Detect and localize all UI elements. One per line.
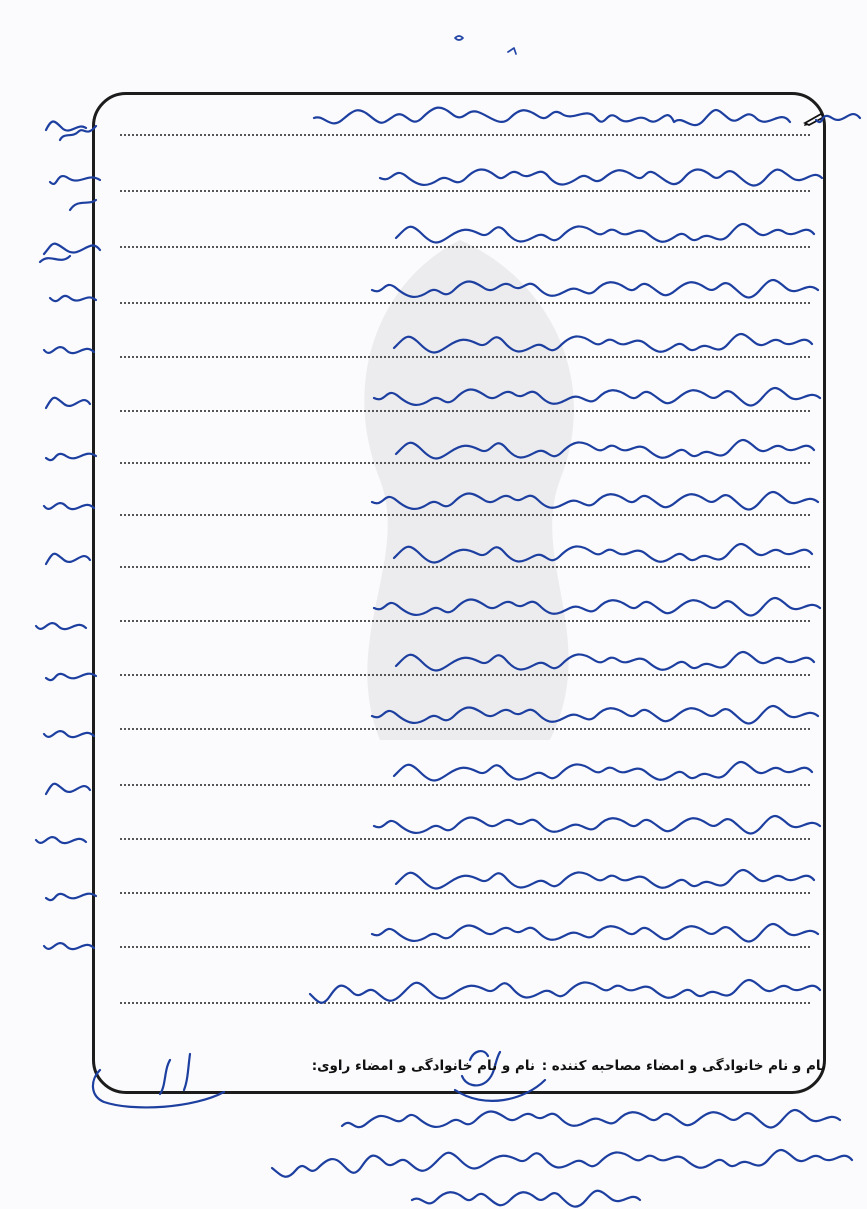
handwritten-line-5: [44, 334, 812, 353]
handwritten-bottom-line-1: [342, 1110, 840, 1128]
handwritten-line-2: [50, 170, 822, 211]
handwritten-line-13: [46, 762, 812, 794]
handwritten-line-11: [46, 652, 814, 680]
interviewer-signature-label: نام و نام خانوادگی و امضاء مصاحبه کننده :: [541, 1058, 826, 1074]
handwritten-line-6: [46, 388, 820, 408]
narrator-signature-label: نام و نام خانوادگی و امضاء راوی:: [311, 1058, 535, 1074]
handwritten-line-9: [46, 544, 812, 564]
handwritten-line-10: [36, 598, 820, 629]
signature-footer: [140, 1052, 830, 1086]
handwritten-line-16: [44, 924, 818, 949]
stray-mark: [508, 48, 516, 54]
handwritten-line-1: [46, 108, 860, 140]
handwritten-line-7: [46, 440, 814, 460]
handwritten-bottom-line-2: [272, 1150, 852, 1177]
handwritten-line-3: [40, 224, 814, 262]
handwritten-line-8: [44, 492, 818, 510]
handwritten-line-14: [36, 816, 820, 843]
handwritten-line-12: [44, 706, 818, 737]
stray-mark: [455, 36, 463, 40]
handwritten-line-15: [46, 870, 814, 900]
handwritten-line-17: [310, 980, 820, 1003]
handwritten-line-4: [50, 280, 818, 301]
handwritten-bottom-line-3: [412, 1191, 640, 1207]
